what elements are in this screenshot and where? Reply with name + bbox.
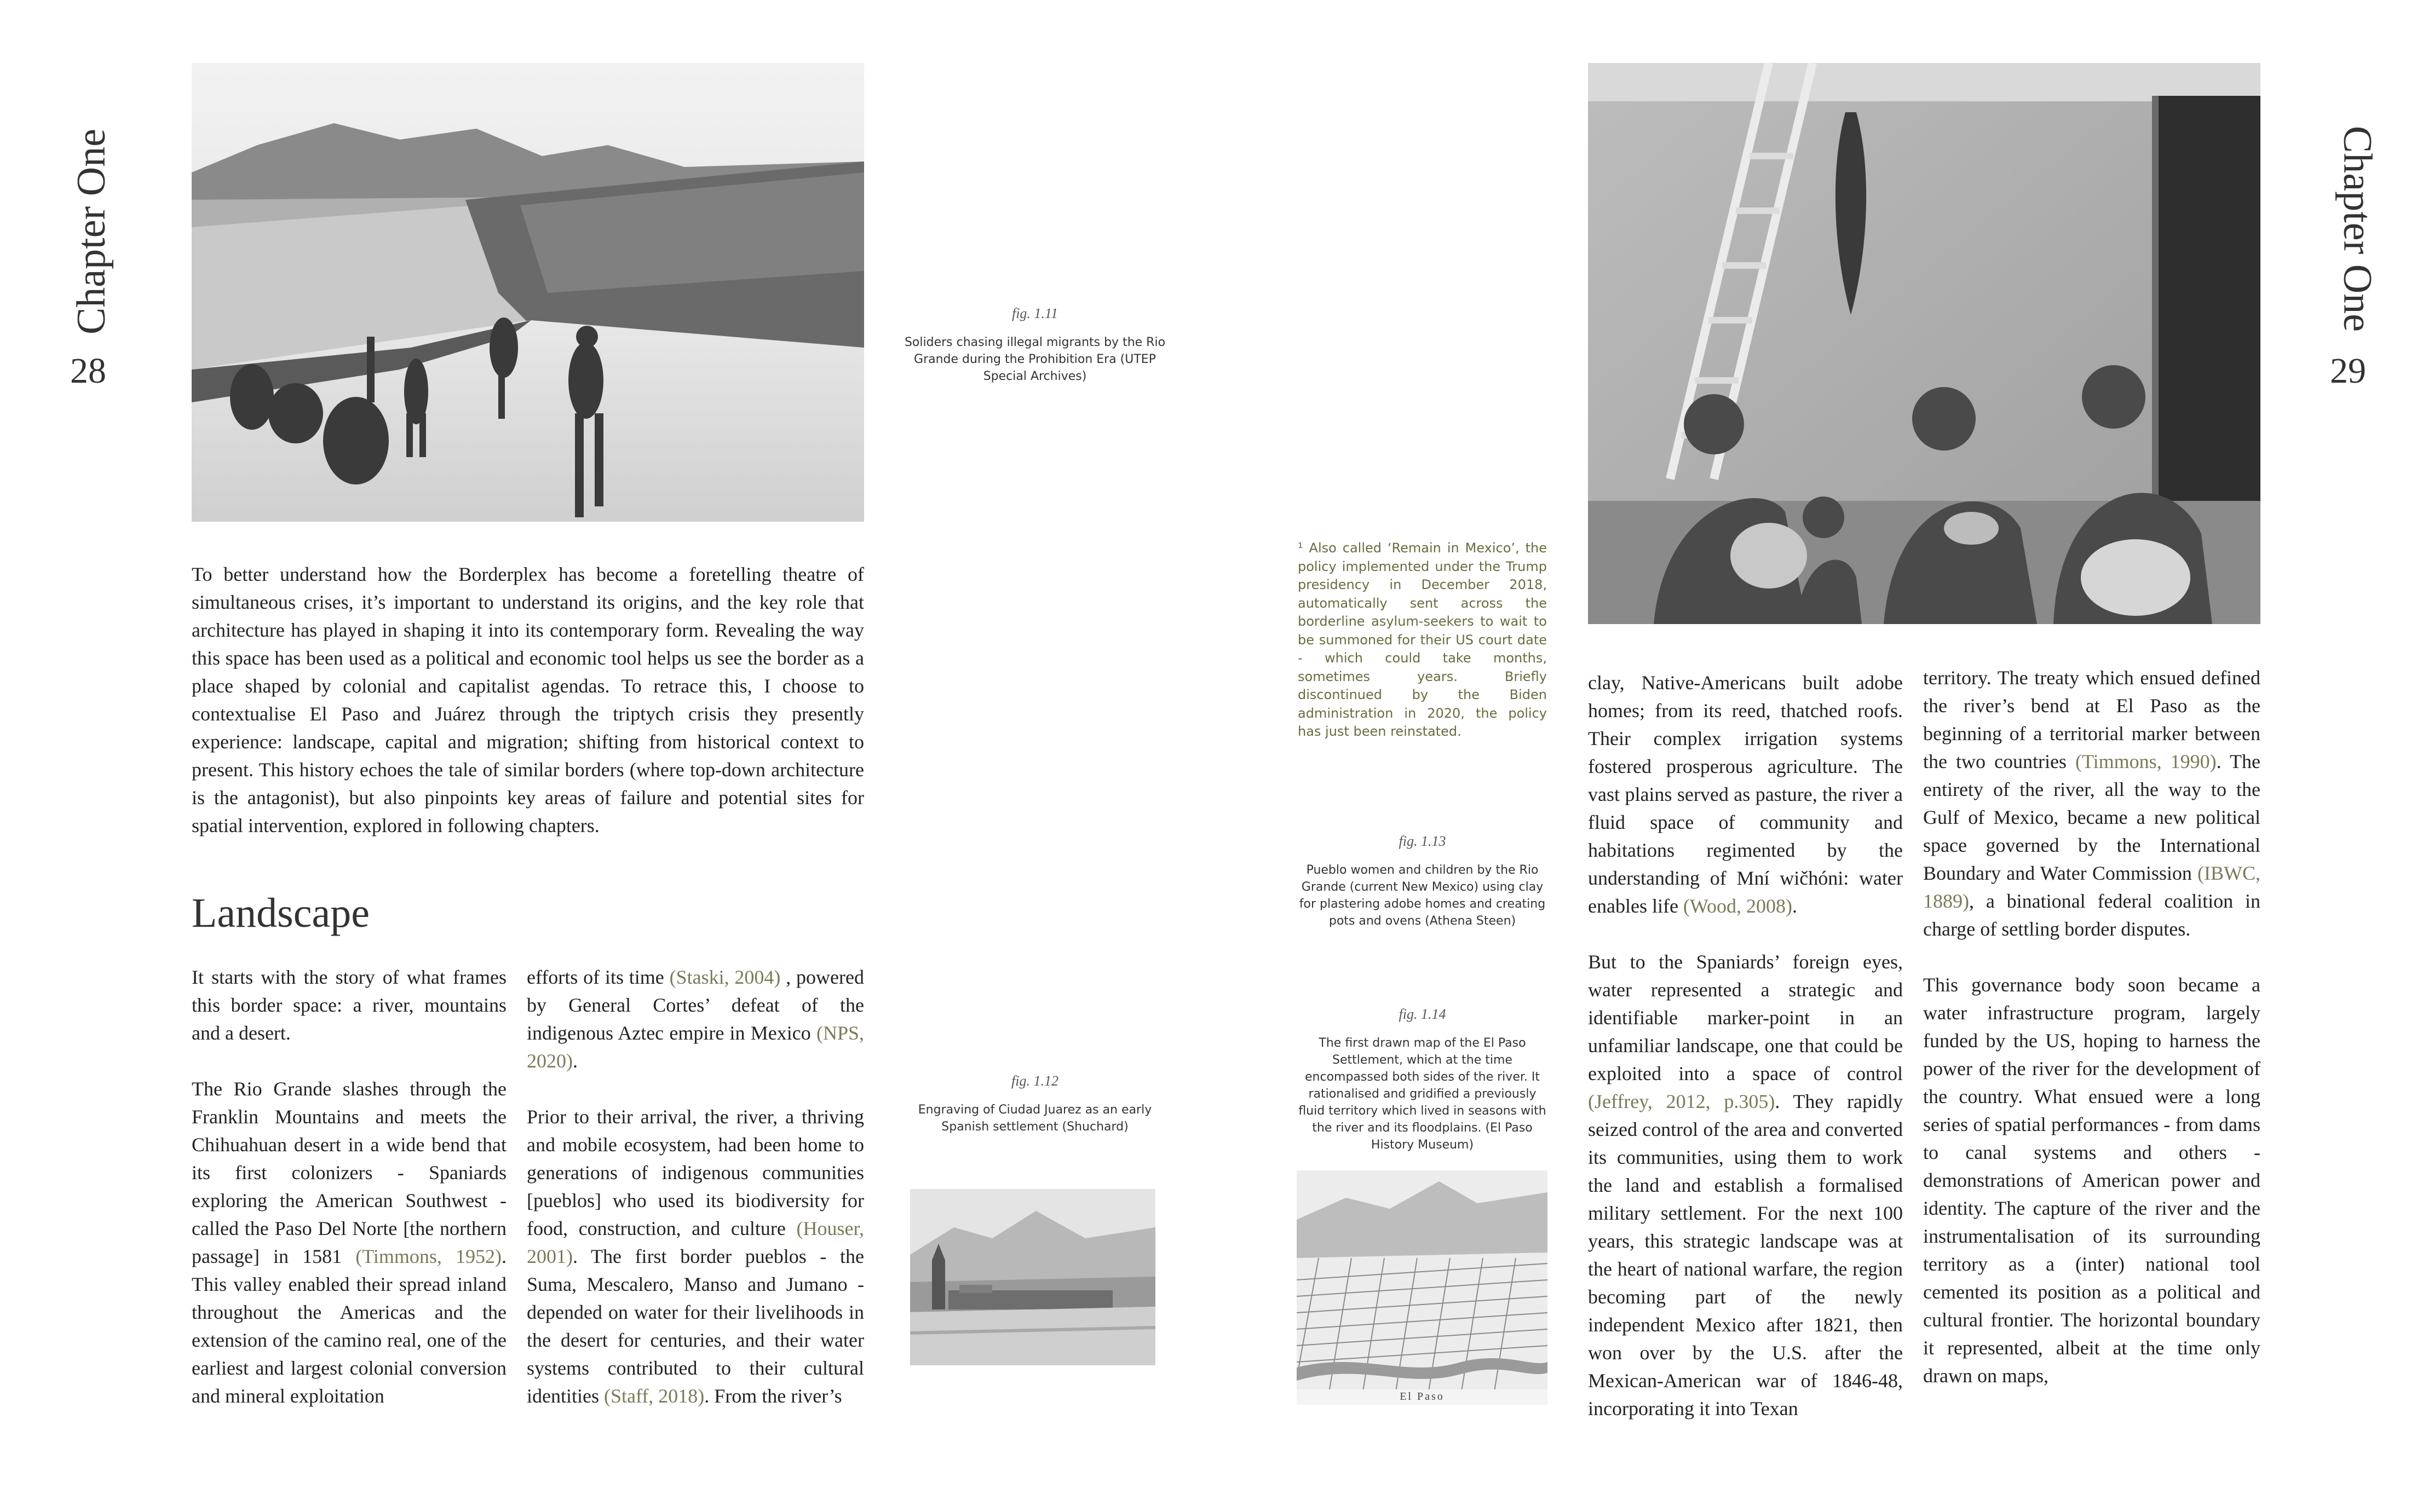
col2-p1-text-end: . — [573, 1050, 578, 1072]
photo-pueblo-women — [1588, 63, 2260, 624]
intro-paragraph: To better understand how the Borderplex has become a foretelling theatre of simultaneous crises, it’s important to understand its origins, and the key role that architecture has played in shaping it into its contemporary form. Revealing the way this space has been used as a political and economic tool helps us see the border as a place shaped by colonial and capitalist agendas. To retrace this, I choose to contextualise El Paso and Juárez through the triptych crisis they presently experience: landscape, capital and migration; shifting from historical context to present. This history echoes the tale of similar borders (where top-down architecture is the antagonist), but also pinpoints key areas of failure and potential sites for spatial intervention, explored in following chapters. — [192, 563, 864, 836]
map-el-paso-settlement — [1297, 1170, 1547, 1405]
col1-paragraph-2 — [192, 1075, 507, 1410]
citation-jeffrey-2012: (Jeffrey, 2012, p.305) — [1588, 1090, 1775, 1112]
fig-label-1-13: fig. 1.13 — [1399, 833, 1446, 849]
col4-p1-text-end: , a binational federal coalition in charge of settling border disputes. — [1923, 890, 2260, 940]
col2-p1-text-mid: , powered by General Cortes’ defeat of the indigenous Aztec empire in Mexico — [527, 966, 864, 1044]
fig-caption-1-12: Engraving of Ciudad Juarez as an early Spanish settlement (Shuchard) — [918, 1103, 1152, 1134]
col1-p2-text-end: . This valley enabled their spread inland throughout the Americas and the extension of the camino real, one of the earliest and largest colonial conversion and mineral exploitation — [192, 1245, 507, 1407]
citation-timmons-1952: (Timmons, 1952) — [355, 1245, 502, 1267]
fig-label-1-11: fig. 1.11 — [1011, 305, 1058, 321]
text-column-4 — [1923, 664, 2260, 1390]
citation-ibwc-1889: (IBWC, 1889) — [1923, 862, 2260, 912]
col3-paragraph-2 — [1588, 948, 1903, 1423]
citation-staski-2004: (Staski, 2004) — [669, 966, 781, 988]
fig-caption-1-11: Soliders chasing illegal migrants by the Rio Grande during the Prohibition Era (UTEP Special Archives) — [904, 336, 1166, 383]
col2-p2-text-mid: . The first border pueblos - the Suma, Mescalero, Manso and Jumano - depended on water for their livelihoods in the desert for centuries, and their water systems contributed to their cultural identities — [527, 1245, 864, 1407]
col2-paragraph-1 — [527, 963, 864, 1075]
col4-p1-text: territory. The treaty which ensued defined the river’s bend at El Paso as the beginning of a territorial marker between the two countries — [1923, 667, 2260, 772]
col2-paragraph-2 — [527, 1103, 864, 1410]
col2-p2-text: Prior to their arrival, the river, a thriving and mobile ecosystem, had been home to generations of indigenous communities [pueblos] who used its biodiversity for food, construction, and culture — [527, 1106, 864, 1239]
citation-timmons-1990: (Timmons, 1990) — [2075, 751, 2217, 772]
col3-p2-text-end: . They rapidly seized control of the area and converted its communities, using them to work the land and establish a formalised military settlement. For the next 100 years, this strategic landscape was at the heart of national warfare, the region becoming part of the newly independent Mexico after 1821, then won over by the U.S. after the Mexican-American war of 1846-48, incorporating it into Texan — [1588, 1090, 1903, 1419]
text-column-1 — [192, 963, 507, 1410]
text-column-2 — [527, 963, 864, 1410]
col3-p2-text: But to the Spaniards’ foreign eyes, water represented a strategic and identifiable marker-point in an unfamiliar landscape, one that could be exploited into a space of control — [1588, 951, 1903, 1084]
col4-paragraph-1 — [1923, 664, 2260, 943]
col1-p2-text: The Rio Grande slashes through the Franklin Mountains and meets the Chihuahuan desert in a wide bend that its first colonizers - Spaniards exploring the American Southwest - called the Paso Del Norte [the northern passage] in 1581 — [192, 1078, 507, 1267]
col3-p1-text-end: . — [1792, 895, 1797, 917]
chapter-label-left: Chapter One — [69, 129, 114, 335]
text-column-3 — [1588, 669, 1903, 1423]
citation-wood-2008: (Wood, 2008) — [1683, 895, 1792, 917]
photo-soldiers-rio-grande — [192, 63, 864, 522]
page-number-left: 28 — [70, 351, 106, 391]
engraving-ciudad-juarez — [910, 1189, 1155, 1365]
footnote-remain-in-mexico: ¹ Also called ‘Remain in Mexico’, the policy implemented under the Trump presidency in December 2018, automatically sent across the borderline asylum-seekers to wait to be summoned for their US court date - which could take months, sometimes years. Briefly discontinued by the Biden administration in 2020, the policy has just been reinstated. — [1298, 540, 1547, 739]
col3-paragraph-1 — [1588, 669, 1903, 920]
col2-p2-text-end: . From the river’s — [704, 1385, 842, 1407]
fig-caption-1-13: Pueblo women and children by the Rio Grande (current New Mexico) using clay for plastering adobe homes and creating pots and ovens (Athena Steen) — [1299, 863, 1546, 928]
citation-nps-2020: (NPS, 2020) — [527, 1022, 864, 1072]
page-number-right: 29 — [2330, 351, 2366, 391]
col4-p1-text-mid: . The entirety of the river, all the way to the Gulf of Mexico, became a new political space governed by the International Boundary and Water Commission — [1923, 751, 2260, 884]
col4-paragraph-2: This governance body soon became a water infrastructure program, largely funded by the US, hoping to harness the power of the river for the development of the country. What ensued were a long series of spatial performances - from dams to canal systems and others - demonstrations of American power and identity. The capture of the river and the instrumentalisation of its surrounding territory as a (inter) national tool cemented its position as a political and cultural frontier. The horizontal boundary it represented, albeit at the time only drawn on maps, — [1923, 974, 2260, 1387]
section-heading-landscape: Landscape — [192, 890, 370, 936]
fig-caption-1-14: The first drawn map of the El Paso Settlement, which at the time encompassed both sides of the river. It rationalised and gridified a previously fluid territory which lived in seasons with the river and its floodplains. (El Paso History Museum) — [1298, 1036, 1546, 1152]
col1-paragraph-1: It starts with the story of what frames this border space: a river, mountains and a desert. — [192, 966, 507, 1044]
col2-p1-text: efforts of its time — [527, 966, 670, 988]
col3-p1-text: clay, Native-Americans built adobe homes; from its reed, thatched roofs. Their complex irrigation systems fostered prosperous agriculture. The vast plains served as pasture, the river a fluid space of community and habitations regimented by the understanding of Mní wičhóni: water enables life — [1588, 672, 1903, 917]
map-title: El Paso — [1400, 1390, 1445, 1403]
citation-staff-2018: (Staff, 2018) — [603, 1385, 705, 1407]
fig-label-1-12: fig. 1.12 — [1011, 1073, 1058, 1089]
chapter-label-right: Chapter One — [2335, 126, 2380, 332]
fig-label-1-14: fig. 1.14 — [1399, 1006, 1446, 1022]
citation-houser-2001: (Houser, 2001) — [527, 1217, 864, 1267]
